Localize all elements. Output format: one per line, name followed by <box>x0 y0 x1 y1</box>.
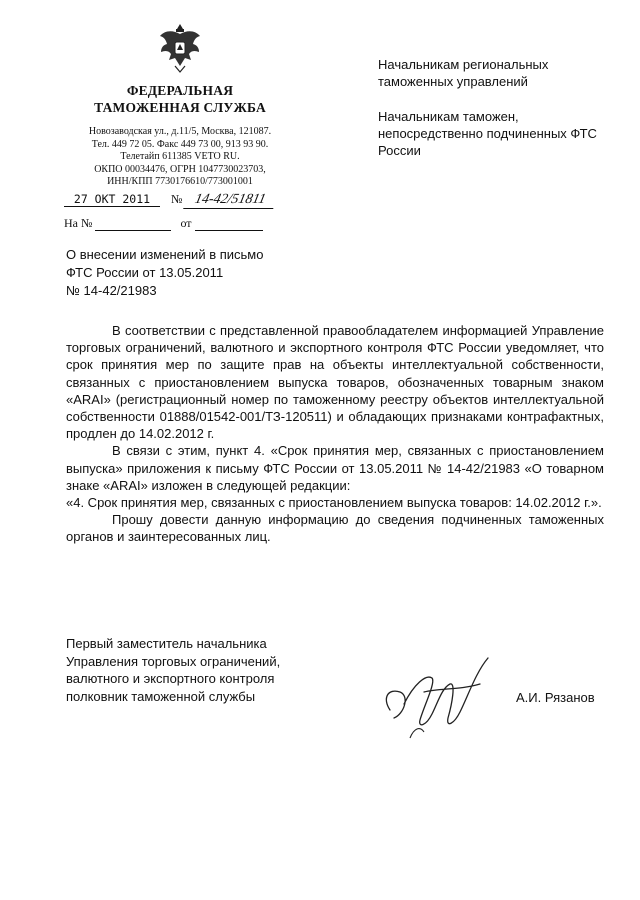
org-address: Новозаводская ул., д.11/5, Москва, 121087. <box>88 126 272 137</box>
body-paragraph-2: В связи с этим, пункт 4. «Срок принятия мер, связанных с приостановлением выпуска» приложения к письму ФТС России от 13.05.2011 № 14-42/21983 «О товарном знаке «ARAI» изложен в следующей редакции: <box>66 443 604 493</box>
registration-number-label: № <box>171 192 183 206</box>
org-okpo: ОКПО 00034476, ОГРН 1047730023703, <box>94 163 266 175</box>
reference-number-label: На № <box>64 216 93 230</box>
recipient-customs: Начальникам таможен, непосредственно подчиненных ФТС России <box>378 109 597 158</box>
org-inn: ИНН/КПП 7730176610/773001001 <box>107 176 253 188</box>
body-paragraph-1: В соответствии с представленной правообладателем информацией Управление торговых ограничений, валютного и экспортного контроля ФТС России уведомляет, что срок принятия мер по защите прав на объекты интеллектуальной собственности, связанных с приостановлением выпуска товаров, обозначенных товарным знаком «ARAI» (регистрационный номер по таможенному реестру объектов интеллектуальной собственности 01888/01542-001/ТЗ-120511) и обладающих признаками контрафактных, продлен до 14.02.2012 г. <box>66 323 604 442</box>
subject-line3: № 14-42/21983 <box>66 283 157 298</box>
body-paragraph-4: Прошу довести данную информацию до сведения подчиненных таможенных органов и заинтересованных лиц. <box>66 512 604 545</box>
registration-date: 27 ОКТ 2011 <box>64 192 160 207</box>
organization-details <box>60 126 300 189</box>
signer-block <box>66 635 346 705</box>
signer-line4: полковник таможенной службы <box>66 688 256 704</box>
letterhead <box>60 20 300 189</box>
reference-line <box>64 216 263 231</box>
org-name-line1: ФЕДЕРАЛЬНАЯ <box>126 83 234 98</box>
coat-of-arms-emblem <box>157 20 203 74</box>
organization-name <box>60 82 300 116</box>
reference-from-label: от <box>180 216 192 230</box>
signer-line3: валютного и экспортного контроля <box>66 671 275 686</box>
recipient-regional: Начальникам региональных таможенных управлений <box>378 57 549 89</box>
signer-line2: Управления торговых ограничений, <box>66 653 281 669</box>
registration-line <box>64 192 275 209</box>
reference-number-blank <box>95 218 171 231</box>
subject-line1: О внесении изменений в письмо <box>66 247 264 262</box>
signer-line1: Первый заместитель начальника <box>66 636 267 651</box>
org-phone: Тел. 449 72 05. Факс 449 73 00, 913 93 90. <box>91 138 269 150</box>
registration-number: 14-42/51811 <box>184 192 278 209</box>
letter-subject <box>66 246 366 300</box>
letter-body <box>66 322 604 546</box>
org-teletype: Телетайп 611385 VETO RU. <box>120 151 240 163</box>
subject-line2: ФТС России от 13.05.2011 <box>66 265 224 280</box>
signer-name: А.И. Рязанов <box>516 690 595 705</box>
org-name-line2: ТАМОЖЕННАЯ СЛУЖБА <box>94 100 266 115</box>
body-paragraph-3: «4. Срок принятия мер, связанных с приостановлением выпуска товаров: 14.02.2012 г.». <box>66 495 602 511</box>
handwritten-signature <box>380 648 500 743</box>
reference-date-blank <box>195 218 263 231</box>
recipients <box>378 56 598 177</box>
